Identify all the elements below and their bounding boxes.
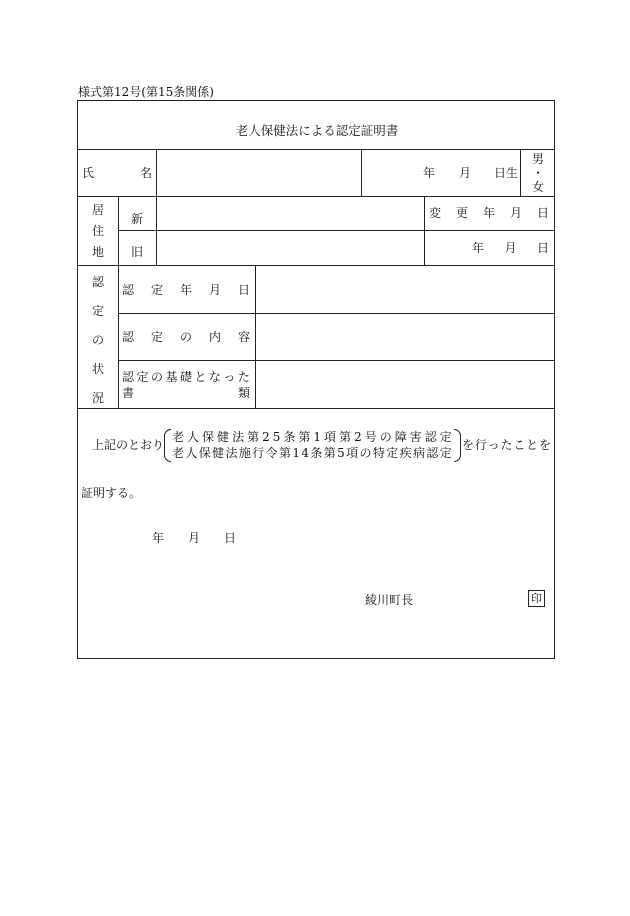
form-number: 様式第12号(第15条関係) bbox=[78, 85, 214, 99]
rule-status-label bbox=[118, 265, 119, 408]
statement-prefix: 上記のとおり bbox=[92, 438, 165, 452]
certification-option-1: 老 人 保 健 法 第 2 5 条 第 1 項 第 2 号 の 障 害 認 定 bbox=[172, 430, 452, 444]
rule-address-date bbox=[424, 196, 425, 265]
new-address-label: 新 bbox=[131, 212, 144, 226]
statement-suffix: を 行 っ た こ と を bbox=[462, 438, 551, 452]
rule-name-bottom bbox=[78, 196, 554, 197]
basis-documents-label-line2: 書 類 bbox=[122, 386, 250, 400]
address-label: 居 住 地 bbox=[91, 203, 104, 259]
birth-year: 年 bbox=[423, 166, 436, 180]
old-address-date: 年 月 日 bbox=[472, 241, 549, 255]
certification-option-2: 老 人 保 健 法 施 行 令 第 1 4 条 第 5 項 の 特 定 疾 病 認 定 bbox=[172, 446, 452, 460]
rule-address-mid bbox=[118, 230, 554, 231]
statement-line2: 証明する。 bbox=[81, 486, 142, 500]
certification-date-label: 認 定 年 月 日 bbox=[122, 283, 250, 297]
form-title: 老人保健法による認定証明書 bbox=[235, 123, 399, 138]
old-address-label: 旧 bbox=[131, 245, 144, 259]
name-label: 氏 名 bbox=[82, 166, 152, 180]
brace-left bbox=[164, 429, 171, 462]
issue-date-day: 日 bbox=[224, 531, 237, 545]
rule-status-item bbox=[255, 265, 256, 408]
change-date-label: 変 更 年 月 日 bbox=[429, 206, 549, 220]
brace-right bbox=[454, 429, 461, 462]
basis-documents-label-line1: 認 定 の 基 礎 と な っ た bbox=[122, 370, 250, 384]
birth-day: 日生 bbox=[494, 166, 519, 180]
rule-name-label bbox=[156, 149, 157, 196]
rule-name-sex bbox=[520, 149, 521, 196]
rule-address-label bbox=[118, 196, 119, 265]
rule-status-bottom bbox=[78, 408, 554, 409]
rule-title-bottom bbox=[78, 149, 554, 150]
certification-content-label: 認 定 の 内 容 bbox=[122, 330, 250, 344]
issue-date-year: 年 bbox=[152, 531, 165, 545]
rule-address-bottom bbox=[78, 265, 554, 266]
rule-address-sub bbox=[156, 196, 157, 265]
sex-option: 男 ・ 女 bbox=[531, 152, 544, 194]
issue-date-month: 月 bbox=[188, 531, 201, 545]
official-seal: 印 bbox=[528, 590, 545, 607]
status-label: 認 定 の 状 況 bbox=[91, 275, 104, 405]
rule-status-2 bbox=[118, 360, 554, 361]
birth-month: 月 bbox=[459, 166, 472, 180]
rule-status-1 bbox=[118, 313, 554, 314]
certificate-form bbox=[77, 100, 555, 659]
issuer-name: 綾川町長 bbox=[365, 593, 414, 607]
rule-name-date bbox=[361, 149, 362, 196]
